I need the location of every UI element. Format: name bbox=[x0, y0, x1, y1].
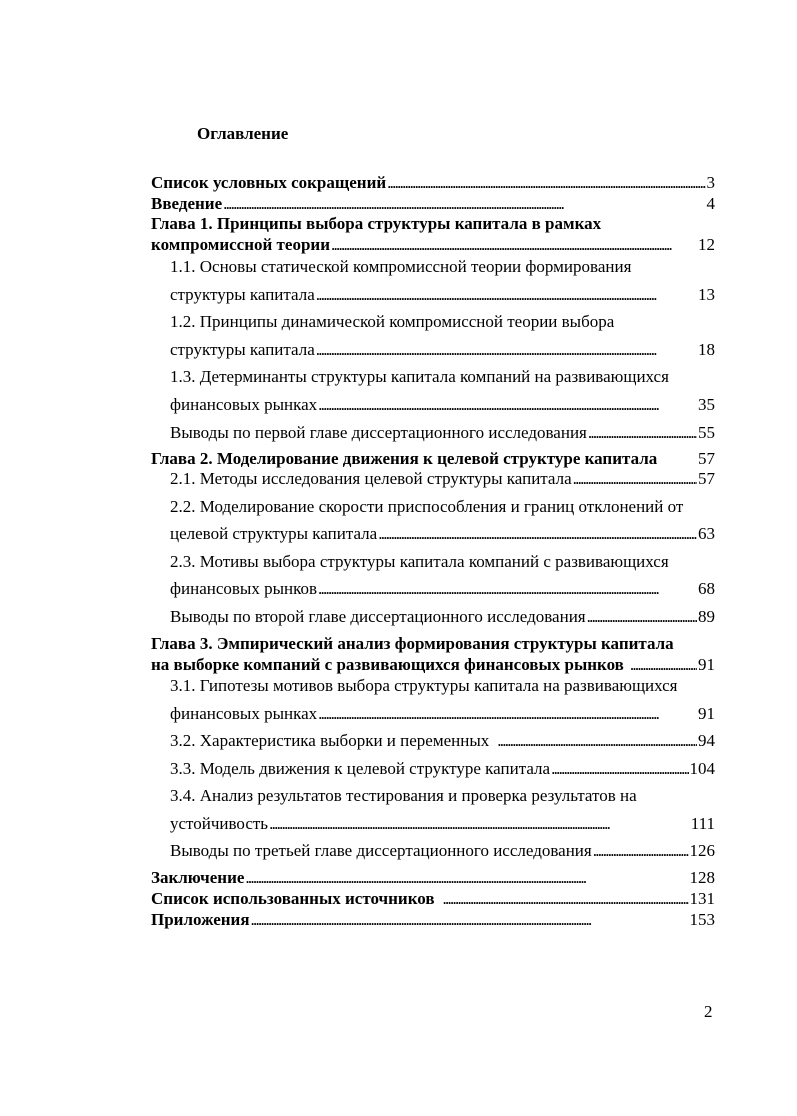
leader-dots bbox=[573, 468, 697, 490]
toc-entry-text: компромиссной теории bbox=[151, 235, 330, 254]
toc-entry-conclusion[interactable] bbox=[151, 867, 715, 889]
leader-dots bbox=[630, 654, 697, 676]
toc-chapter-3-line1[interactable]: Глава 3. Эмпирический анализ формирования структуры капитала bbox=[151, 634, 674, 653]
toc-page-number: 89 bbox=[698, 607, 715, 626]
toc-conclusions-chapter-1[interactable] bbox=[170, 422, 715, 444]
toc-entry-text: Выводы по первой главе диссертационного исследования bbox=[170, 423, 587, 442]
toc-entry-text: Список использованных источников bbox=[151, 889, 435, 908]
leader-dots bbox=[387, 172, 705, 194]
leader-dots bbox=[593, 840, 689, 862]
leader-dots bbox=[587, 606, 697, 628]
toc-entry-text: Выводы по второй главе диссертационного исследования bbox=[170, 607, 586, 626]
page-number: 2 bbox=[704, 1002, 713, 1021]
toc-page-number: 63 bbox=[698, 524, 715, 543]
toc-entry-text: Выводы по третьей главе диссертационного исследования bbox=[170, 841, 592, 860]
leader-dots bbox=[318, 703, 697, 725]
toc-entry-abbreviations[interactable] bbox=[151, 172, 715, 194]
toc-entry-text: Список условных сокращений bbox=[151, 173, 387, 192]
leader-dots bbox=[443, 888, 689, 910]
toc-entry-text: устойчивость bbox=[170, 814, 269, 833]
toc-page-number: 111 bbox=[690, 814, 715, 833]
toc-chapter-1[interactable] bbox=[151, 234, 715, 256]
toc-section-1-2[interactable] bbox=[170, 339, 715, 361]
toc-section-2-3[interactable] bbox=[170, 578, 715, 600]
leader-dots bbox=[316, 284, 670, 306]
toc-entry-text: Глава 2. Моделирование движения к целевой структуре капитала bbox=[151, 449, 658, 468]
toc-page-number: 153 bbox=[689, 910, 715, 929]
toc-page-number: 12 bbox=[698, 235, 715, 254]
toc-page-number: 57 bbox=[698, 449, 715, 468]
leader-dots bbox=[551, 758, 688, 780]
toc-section-1-2-line1[interactable]: 1.2. Принципы динамической компромиссной теории выбора bbox=[170, 312, 615, 331]
toc-page-number: 35 bbox=[698, 395, 715, 414]
toc-entry-text: финансовых рынках bbox=[170, 704, 318, 723]
toc-entry-text: 3.3. Модель движения к целевой структуре капитала bbox=[170, 759, 551, 778]
toc-section-1-1[interactable] bbox=[170, 284, 715, 306]
toc-section-2-2[interactable] bbox=[170, 523, 715, 545]
leader-dots bbox=[245, 867, 688, 889]
toc-chapter-2[interactable] bbox=[151, 448, 715, 470]
leader-dots bbox=[318, 578, 697, 600]
toc-entry-introduction[interactable] bbox=[151, 193, 715, 215]
toc-section-3-3[interactable] bbox=[170, 758, 715, 780]
toc-page-number: 91 bbox=[698, 655, 715, 674]
toc-page-number: 18 bbox=[698, 340, 715, 359]
toc-entry-text: финансовых рынков bbox=[170, 579, 318, 598]
toc-page-number: 13 bbox=[698, 285, 715, 304]
toc-entry-text: Заключение bbox=[151, 868, 245, 887]
toc-page-number: 3 bbox=[706, 173, 715, 192]
toc-entry-text: 2.1. Методы исследования целевой структуры капитала bbox=[170, 469, 572, 488]
toc-page-number: 57 bbox=[698, 469, 715, 488]
leader-dots bbox=[318, 394, 697, 416]
toc-chapter-1-line1[interactable]: Глава 1. Принципы выбора структуры капитала в рамках bbox=[151, 214, 602, 233]
toc-section-2-1[interactable] bbox=[170, 468, 715, 490]
toc-entry-appendices[interactable] bbox=[151, 909, 715, 931]
leader-dots bbox=[378, 523, 697, 545]
toc-page-number: 128 bbox=[689, 868, 715, 887]
toc-section-2-3-line1[interactable]: 2.3. Мотивы выбора структуры капитала компаний с развивающихся bbox=[170, 552, 669, 571]
toc-section-3-4[interactable] bbox=[170, 813, 715, 835]
page-title: Оглавление bbox=[197, 124, 289, 143]
leader-dots bbox=[497, 730, 697, 752]
toc-page-number: 55 bbox=[698, 423, 715, 442]
toc-entry-text: 3.2. Характеристика выборки и переменных bbox=[170, 731, 490, 750]
toc-page-number: 91 bbox=[698, 704, 715, 723]
leader-dots bbox=[223, 193, 705, 215]
toc-entry-text: финансовых рынках bbox=[170, 395, 318, 414]
toc-page-number: 68 bbox=[698, 579, 715, 598]
toc-section-1-3[interactable] bbox=[170, 394, 715, 416]
toc-conclusions-chapter-3[interactable] bbox=[170, 840, 715, 862]
toc-section-3-1-line1[interactable]: 3.1. Гипотезы мотивов выбора структуры капитала на развивающихся bbox=[170, 676, 678, 695]
toc-page-number: 94 bbox=[698, 731, 715, 750]
leader-dots bbox=[331, 234, 697, 256]
leader-dots bbox=[588, 422, 697, 444]
leader-dots bbox=[269, 813, 690, 835]
toc-entry-text: целевой структуры капитала bbox=[170, 524, 378, 543]
toc-chapter-3[interactable] bbox=[151, 654, 715, 676]
leader-dots bbox=[251, 909, 689, 931]
toc-page-number: 131 bbox=[689, 889, 715, 908]
toc-page-number: 4 bbox=[706, 194, 715, 213]
toc-section-1-1-line1[interactable]: 1.1. Основы статической компромиссной теории формирования bbox=[170, 257, 632, 276]
toc-entry-text: на выборке компаний с развивающихся финансовых рынков bbox=[151, 655, 624, 674]
toc-entry-text: структуры капитала bbox=[170, 340, 315, 359]
leader-dots bbox=[316, 339, 697, 361]
toc-section-1-3-line1[interactable]: 1.3. Детерминанты структуры капитала компаний на развивающихся bbox=[170, 367, 669, 386]
toc-section-2-2-line1[interactable]: 2.2. Моделирование скорости приспособления и границ отклонений от bbox=[170, 497, 684, 516]
toc-section-3-1[interactable] bbox=[170, 703, 715, 725]
toc-entry-text: Введение bbox=[151, 194, 223, 213]
toc-section-3-4-line1[interactable]: 3.4. Анализ результатов тестирования и проверка результатов на bbox=[170, 786, 637, 805]
toc-entry-references[interactable] bbox=[151, 888, 715, 910]
toc-page-number: 126 bbox=[689, 841, 715, 860]
toc-section-3-2[interactable] bbox=[170, 730, 715, 752]
toc-entry-text: Приложения bbox=[151, 910, 250, 929]
toc-page-number: 104 bbox=[689, 759, 715, 778]
toc-entry-text: структуры капитала bbox=[170, 285, 315, 304]
toc-conclusions-chapter-2[interactable] bbox=[170, 606, 715, 628]
